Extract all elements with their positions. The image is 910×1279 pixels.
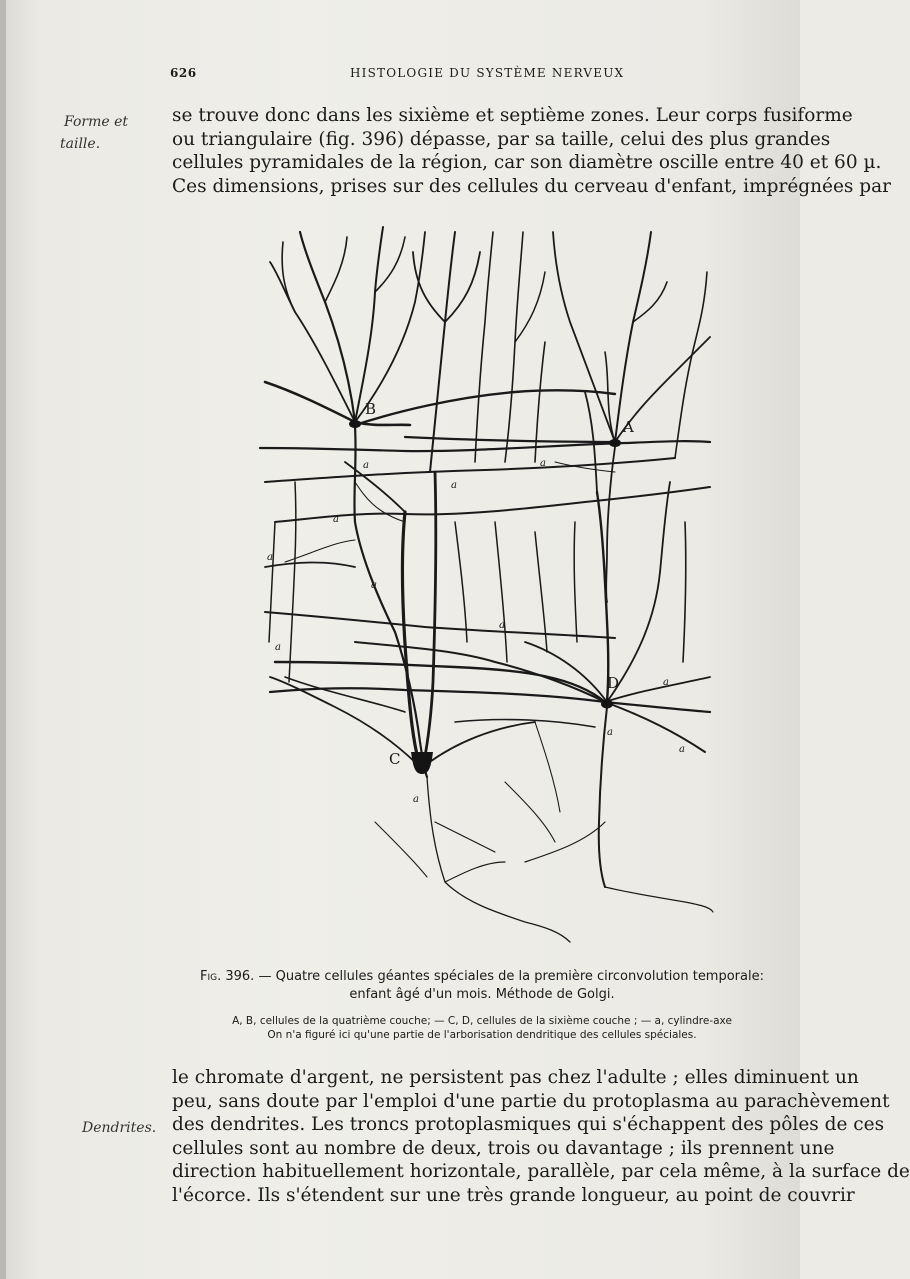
label-axon: a (679, 744, 685, 755)
label-axon: a (499, 620, 505, 631)
label-axon: a (333, 514, 339, 525)
label-axon: a (451, 480, 457, 491)
top-paragraph (172, 104, 892, 198)
label-axon: a (540, 458, 546, 469)
figure-number: Fig. 396. (200, 969, 255, 984)
legend-line-2: On n'a figuré ici qu'une partie de l'arborisation dendritique des cellules spéciales. (267, 1028, 697, 1041)
caption-line-2: enfant âgé d'un mois. Méthode de Golgi. (349, 987, 615, 1002)
label-cell-a: A (623, 418, 634, 436)
label-axon: a (267, 552, 273, 563)
figure-caption (172, 968, 792, 1004)
book-gutter (0, 0, 6, 1279)
margin-note-dendrites: Dendrites. (82, 1120, 157, 1136)
text-line: cellules sont au nombre de deux, trois ou davantage ; ils prennent une (172, 1137, 835, 1159)
text-line: peu, sans doute par l'emploi d'une partie du protoplasma au parachèvement (172, 1090, 890, 1112)
label-axon: a (663, 677, 669, 688)
label-axon: a (413, 794, 419, 805)
text-line: des dendrites. Les troncs protoplasmiques qui s'échappent des pôles de ces (172, 1114, 885, 1136)
text-line: se trouve donc dans les sixième et septième zones. Leur corps fusiforme (172, 105, 853, 126)
label-axon: a (363, 460, 369, 471)
text-line: Ces dimensions, prises sur des cellules du cerveau d'enfant, imprégnées par (172, 175, 892, 197)
label-cell-d: D (607, 674, 620, 692)
legend-line-1: A, B, cellules de la quatrième couche; — C, D, cellules de la sixième couche ; — a, cylindre-axe (232, 1015, 732, 1027)
text-line: le chromate d'argent, ne persistent pas chez l'adulte ; elles diminuent un (172, 1067, 859, 1088)
caption-title: — Quatre cellules géantes spéciales de la première circonvolution temporale: (254, 969, 764, 984)
page-number: 626 (170, 66, 197, 80)
label-cell-b: B (365, 400, 377, 418)
text-line: ou triangulaire (fig. 396) dépasse, par sa taille, celui des plus grandes (172, 128, 831, 150)
margin-note-taille: taille. (60, 136, 101, 152)
text-line: direction habituellement horizontale, parallèle, par cela même, à la surface de (172, 1161, 910, 1183)
margin-note-forme: Forme et (64, 114, 128, 130)
golgi-neuron-figure (255, 222, 715, 947)
caption-line-1 (172, 968, 792, 986)
neuron-drawing (255, 222, 715, 947)
running-head (170, 66, 790, 84)
running-title: HISTOLOGIE DU SYSTÈME NERVEUX (350, 66, 625, 80)
label-axon: a (371, 580, 377, 591)
figure-legend (172, 1015, 792, 1042)
label-cell-c: C (389, 750, 401, 768)
label-axon: a (275, 642, 281, 653)
label-axon: a (607, 727, 613, 738)
text-line: cellules pyramidales de la région, car son diamètre oscille entre 40 et 60 µ. (172, 152, 882, 174)
bottom-paragraph (172, 1066, 910, 1208)
text-line: l'écorce. Ils s'étendent sur une très grande longueur, au point de couvrir (172, 1184, 855, 1206)
